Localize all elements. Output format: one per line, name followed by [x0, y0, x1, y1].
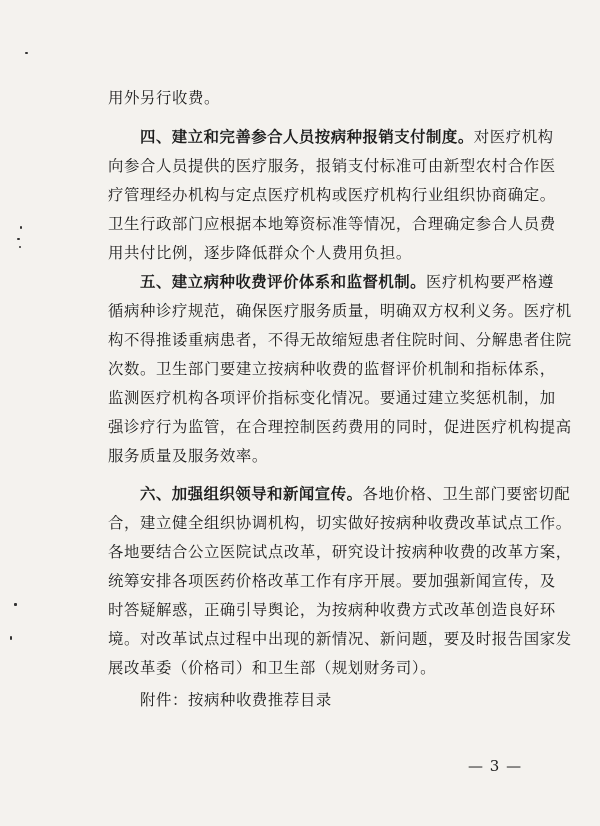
- scan-speck: [20, 226, 22, 229]
- scan-speck: [17, 238, 20, 240]
- text-line: 各地要结合公立医院试点改革，研究设计按病种收费的改革方案，: [108, 543, 572, 561]
- scan-speck: [14, 603, 17, 606]
- text-line: 构不得推诿重病患者，不得无故缩短患者住院时间、分解患者住院: [108, 331, 572, 349]
- text-line: 向参合人员提供的医疗服务，报销支付标准可由新型农村合作医: [108, 157, 556, 175]
- page-number: — 3 —: [468, 757, 523, 775]
- scan-speck: [19, 246, 21, 248]
- text-line: 循病种诊疗规范，确保医疗服务质量，明确双方权利义务。医疗机: [108, 302, 572, 320]
- text-line: 用外另行收费。: [108, 89, 220, 107]
- attachment-line: 附件：按病种收费推荐目录: [140, 691, 332, 709]
- section-5-heading: 五、建立病种收费评价体系和监督机制。: [140, 273, 427, 291]
- section-4-heading: 四、建立和完善参合人员按病种报销支付制度。: [140, 128, 474, 146]
- section-5-paragraph: [140, 272, 554, 292]
- text-line: 统筹安排各项医药价格改革工作有序开展。要加强新闻宣传，及: [108, 572, 556, 590]
- text-line: 境。对改革试点过程中出现的新情况、新问题，要及时报告国家发: [108, 630, 572, 648]
- text-segment: 各地价格、卫生部门要密切配: [362, 485, 571, 503]
- scan-speck: [25, 52, 28, 54]
- text-line: 强诊疗行为监管，在合理控制医药费用的同时，促进医疗机构提高: [108, 418, 572, 436]
- text-line: 展改革委（价格司）和卫生部（规划财务司）。: [108, 659, 437, 677]
- text-segment: 对医疗机构: [473, 128, 554, 146]
- text-line: 用共付比例，逐步降低群众个人费用负担。: [108, 244, 412, 262]
- text-line: 时答疑解惑，正确引导舆论，为按病种收费方式改革创造良好环: [108, 601, 556, 619]
- text-line: 卫生行政部门应根据本地筹资标准等情况，合理确定参合人员费: [108, 215, 556, 233]
- section-4-paragraph: [140, 127, 554, 147]
- text-line: 疗管理经办机构与定点医疗机构或医疗机构行业组织协商确定。: [108, 186, 556, 204]
- text-line: 合，建立健全组织协调机构，切实做好按病种收费改革试点工作。: [108, 514, 572, 532]
- section-6-heading: 六、加强组织领导和新闻宣传。: [140, 485, 363, 503]
- text-line: 监测医疗机构各项评价指标变化情况。要通过建立奖惩机制，加: [108, 389, 556, 407]
- text-segment: 医疗机构要严格遵: [426, 273, 554, 291]
- scan-speck: [10, 636, 12, 640]
- text-line: 次数。卫生部门要建立按病种收费的监督评价机制和指标体系，: [108, 360, 556, 378]
- text-line: 服务质量及服务效率。: [108, 447, 268, 465]
- section-6-paragraph: [140, 484, 570, 504]
